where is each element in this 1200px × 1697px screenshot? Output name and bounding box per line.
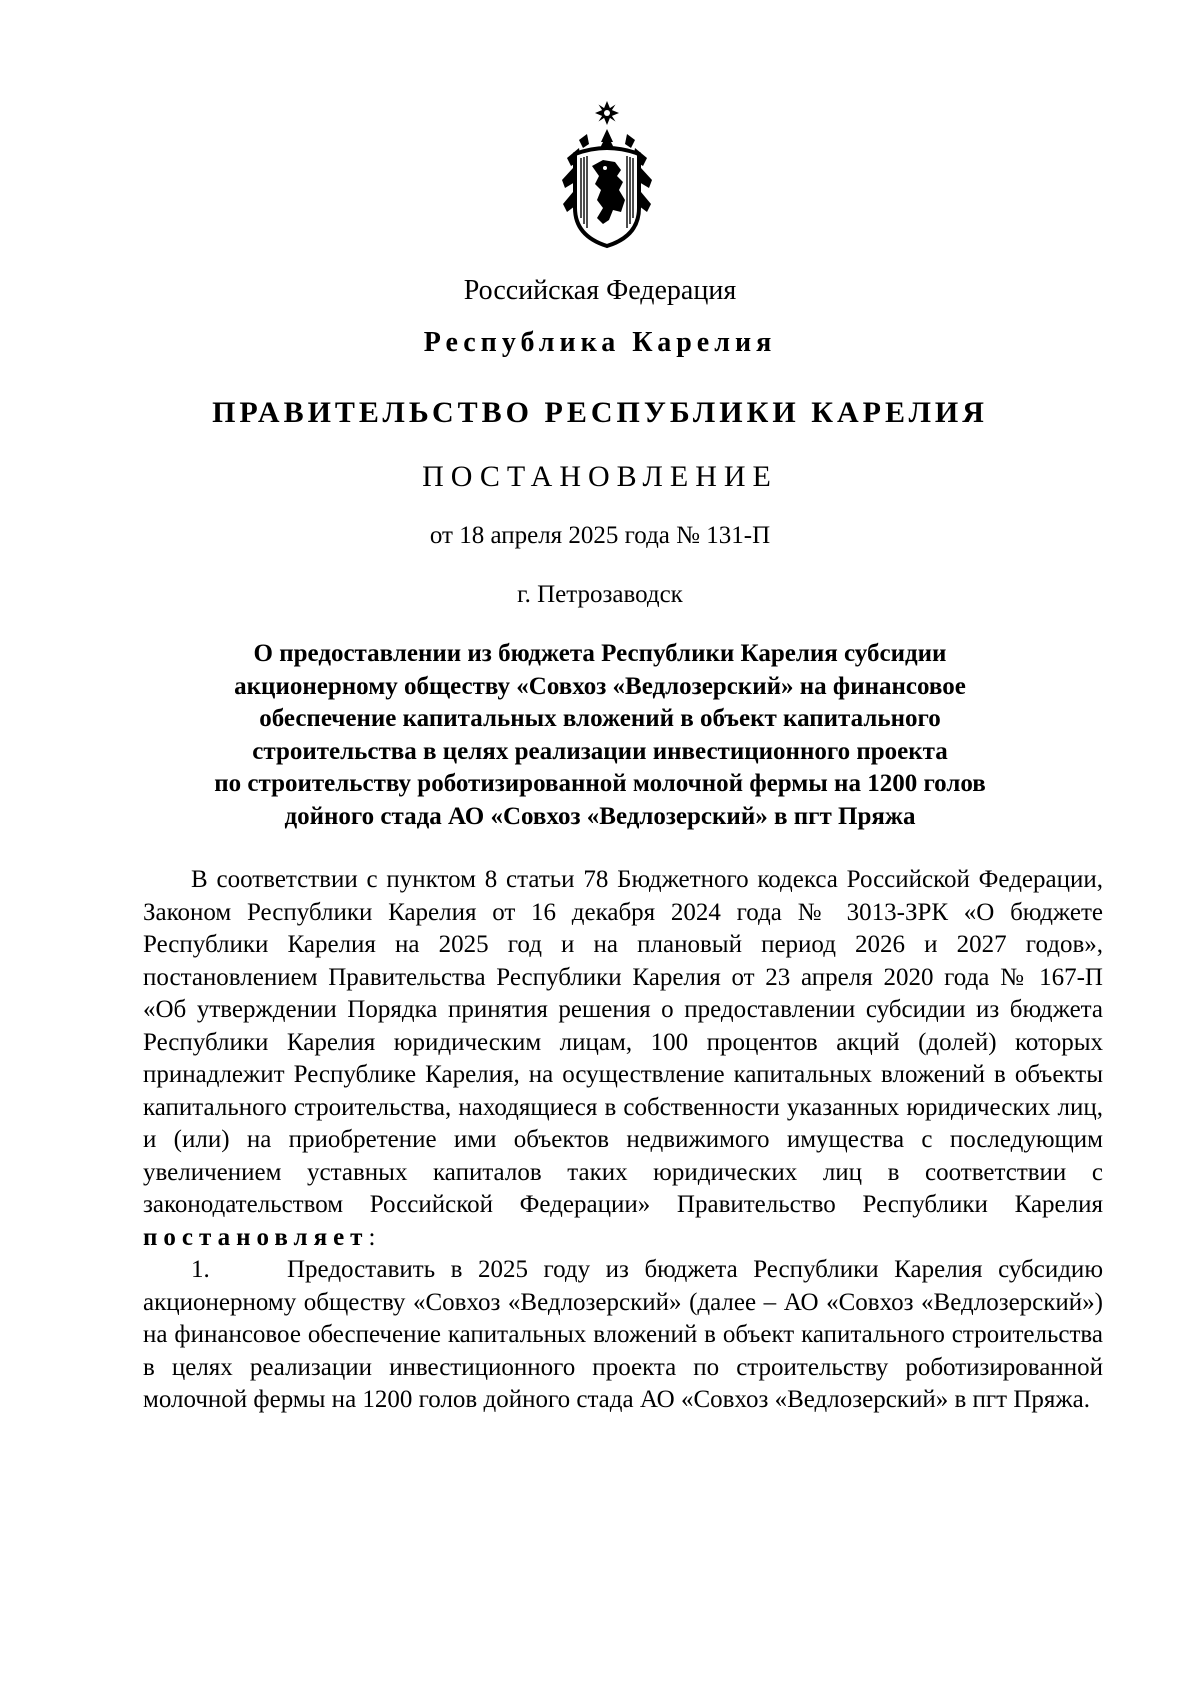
document-date-number: от 18 апреля 2025 года № 131-П (429, 522, 771, 549)
document-city: г. Петрозаводск (517, 581, 683, 608)
item-1-number: 1. (191, 1256, 210, 1283)
karelia-coat-of-arms-icon (559, 100, 655, 250)
document-type: ПОСТАНОВЛЕНИЕ (422, 460, 778, 493)
title-line: О предоставлении из бюджета Республики Карелия субсидии (253, 640, 947, 667)
item-1-paragraph (143, 1254, 1103, 1417)
republic-name: Республика Карелия (423, 327, 777, 358)
preamble-paragraph (143, 864, 1103, 1254)
title-line: обеспечение капитальных вложений в объект капитального (259, 705, 941, 732)
preamble-text: В соответствии с пунктом 8 статьи 78 Бюджетного кодекса Российской Федерации, Законом Республики Карелия от 16 декабря 2024 года № 3013-ЗРК «О бюджете Республики Карелия на 2025 год и на плановый период 2026 и 2027 годов», постановлением Правительства Республики Карелия от 23 апреля 2020 года № 167-П «Об утверждении Порядка принятия решения о предоставлении субсидии из бюджета Республики Карелия юридическим лицам, 100 процентов акций (долей) которых принадлежит Республике Карелия, на осуществление капитальных вложений в объекты капитального строительства, находящиеся в собственности указанных юридических лиц, и (или) на приобретение ими объектов недвижимого имущества с последующим увеличением уставных капиталов таких юридических лиц в соответствии с законодательством Российской Федерации» Правительство Республики Карелия (143, 866, 1103, 1218)
country-name: Российская Федерация (463, 275, 737, 306)
document-body (143, 864, 1103, 1417)
decree-colon: : (368, 1223, 376, 1251)
title-line: акционерному обществу «Совхоз «Ведлозерский» на финансовое (234, 672, 966, 700)
title-line: по строительству роботизированной молочной фермы на 1200 голов (214, 770, 986, 797)
title-line: дойного стада АО «Совхоз «Ведлозерский» в пгт Пряжа (284, 802, 916, 830)
document-title (0, 638, 1200, 833)
item-1-text: Предоставить в 2025 году из бюджета Республики Карелия субсидию акционерному обществу «Совхоз «Ведлозерский» (далее – АО «Совхоз «Ведлозерский») на финансовое обеспечение капитальных вложений в объект капитального строительства в целях реализации инвестиционного проекта по строительству роботизированной молочной фермы на 1200 голов дойного стада АО «Совхоз «Ведлозерский» в пгт Пряжа. (143, 1256, 1103, 1413)
government-name: ПРАВИТЕЛЬСТВО РЕСПУБЛИКИ КАРЕЛИЯ (212, 396, 988, 429)
title-line: строительства в целях реализации инвестиционного проекта (252, 737, 948, 765)
decree-word: постановляет (143, 1223, 369, 1251)
